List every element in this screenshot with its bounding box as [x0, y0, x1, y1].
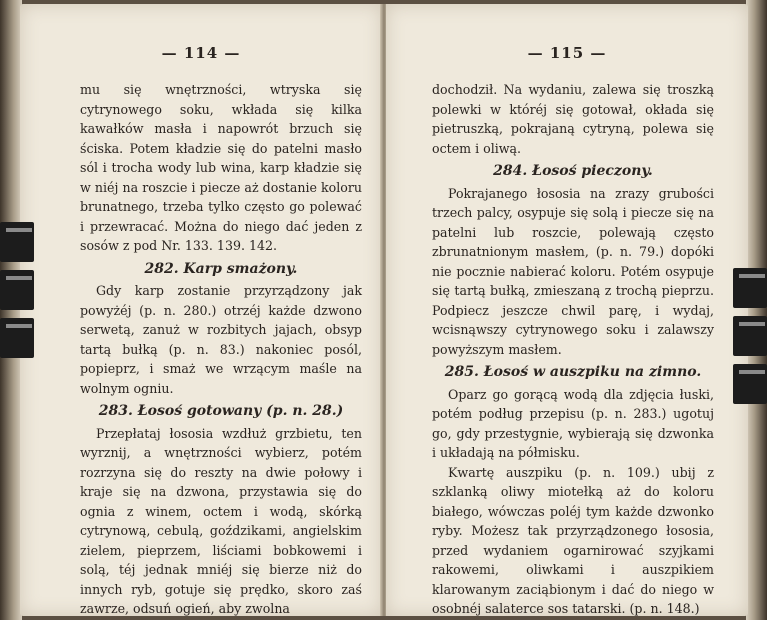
- paragraph: Pokrajanego łososia na zrazy grubości trzech palcy, osypuje się solą i piecze się na patelni lub roszcie, polewają często zbrunatnionym masłem, (p. n. 79.) dopóki nie pocznie nabierać koloru. Potém osypuje się tartą bułką, zmieszaną z trochą pieprzu. Podpiecz jeszcze chwil parę, i wydaj, wcisnąwszy cytrynowego soku i zalawszy powyższym masłem.: [432, 185, 714, 357]
- paragraph: mu się wnętrzności, wtryska się cytrynowego soku, wkłada się kilka kawałków masła i napowrót brzuch się ściska. Potem kładzie się do patelni masło sól i trocha wody lub wina, karp kładzie się w niéj na roszcie i piecze aż dostanie koloru brunatnego, trzeba tylko często go polewać i przewracać. Można do niego dać jeden z sosów z pod Nr. 133. 139. 142.: [80, 82, 362, 253]
- book-edge-right: [746, 0, 767, 620]
- page-number: — 115 —: [527, 44, 607, 62]
- page-text: [432, 80, 714, 619]
- book-edge-left: [0, 0, 22, 620]
- binder-clip-icon: [0, 222, 34, 262]
- binder-clip-icon: [733, 364, 767, 404]
- right-page: [386, 4, 748, 616]
- page-number: — 114 —: [161, 44, 241, 62]
- binder-clip-icon: [733, 268, 767, 308]
- binder-clip-icon: [0, 318, 34, 358]
- paragraph: Kwartę auszpiku (p. n. 109.) ubij z szklanką oliwy miotełką aż do koloru białego, wówczas poléj tym każde dzwonko ryby. Możesz tak przyrządzonego łososia, przed wydaniem ogarnirować szyjkami rakowemi, oliwkami i auszpikiem klarowanym zaciąbionym i dać do niego w osobnéj salaterce sos tatarski. (p. n. 148.): [432, 464, 714, 616]
- recipe-heading: 283. Łosoś gotowany (p. n. 28.): [98, 403, 344, 419]
- paragraph: Oparz go gorącą wodą dla zdjęcia łuski, potém podług przepisu (p. n. 283.) ugotuj go, gdy przestygnie, wybierają się dzwonka i układają na półmisku.: [432, 386, 714, 460]
- binder-clip-icon: [733, 316, 767, 356]
- binder-clip-icon: [0, 270, 34, 310]
- recipe-heading: 284. Łosoś pieczony.: [493, 163, 653, 179]
- left-page: [20, 4, 382, 616]
- recipe-heading: 285. Łosoś w auszpiku na zimno.: [444, 364, 702, 380]
- paragraph: Przepłataj łososia wzdłuż grzbietu, ten wyrznij, a wnętrzności wybierz, potém rozrzyna się do reszty na dwie połowy i kraje się na dzwona, przystawia się do ognia z winem, octem i wodą, skórką cytrynową, cebulą, goździkami, angielskim zielem, pieprzem, liściami bobkowemi i solą, téj jednak mniéj się bierze niż do innych ryb, gotuje się prędko, skoro zaś zawrze, odsuń ogień, aby zwolna: [80, 425, 362, 616]
- paragraph: dochodził. Na wydaniu, zalewa się troszką polewki w któréj się gotował, okłada się pietruszką, pokrajaną cytryną, polewa się octem i oliwą.: [432, 82, 714, 156]
- page-text: [80, 80, 362, 619]
- paragraph: Gdy karp zostanie przyrządzony jak powyżéj (p. n. 280.) otrzéj każde dzwono serwetą, zanuż w rozbitych jajach, obsyp tartą bułką (p. n. 83.) nakoniec posól, popieprz, i smaż we wrzącym maśle na wolnym ogniu.: [80, 283, 362, 396]
- recipe-heading: 282. Karp smażony.: [144, 260, 298, 277]
